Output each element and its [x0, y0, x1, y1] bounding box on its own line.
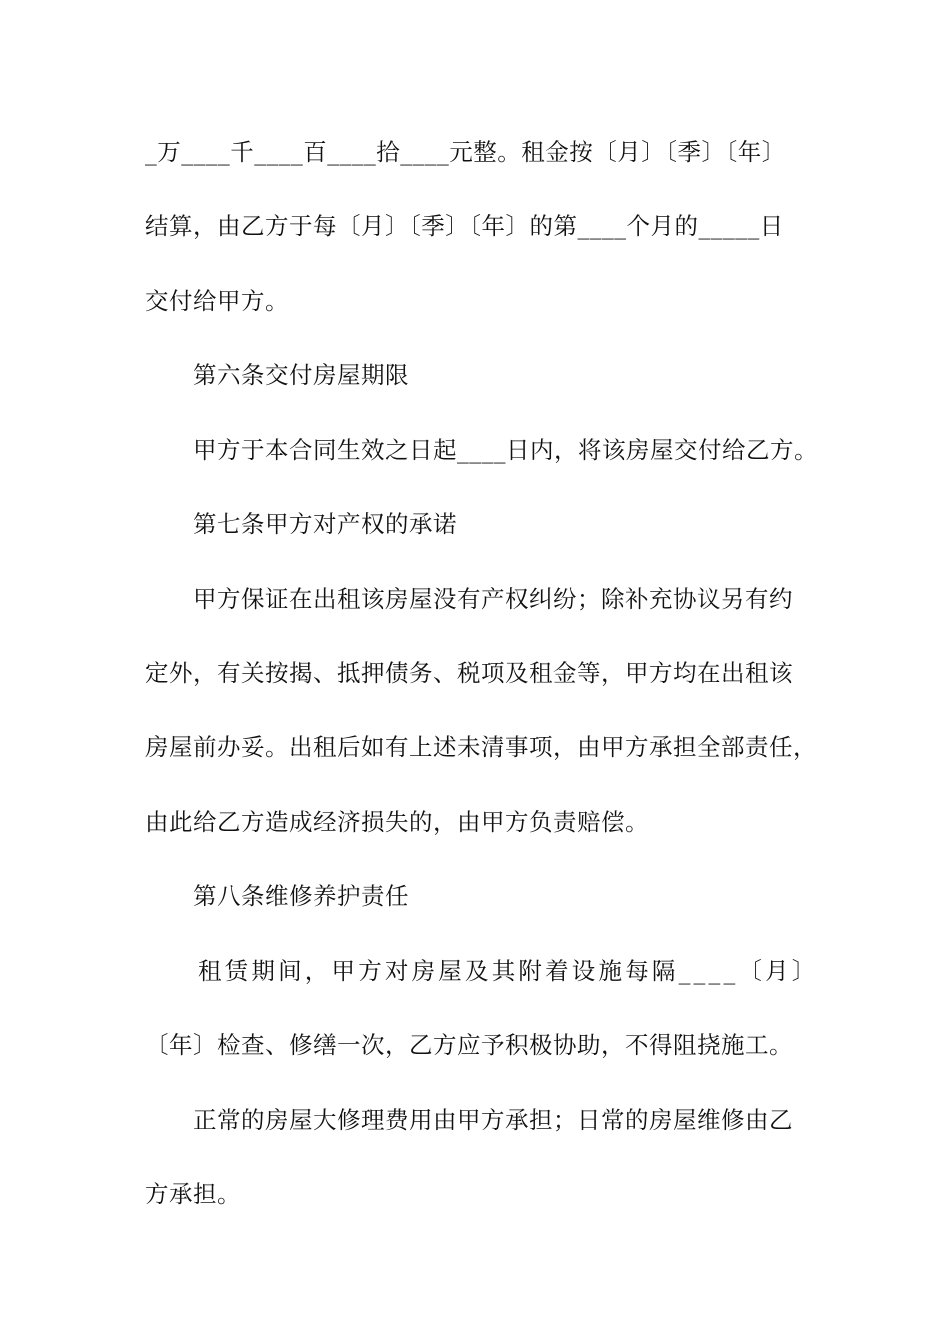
section-heading: 第六条交付房屋期限: [193, 361, 409, 389]
paragraph-line: _万____千____百____拾____元整。租金按〔月〕〔季〕〔年〕: [145, 138, 786, 166]
paragraph-line: 房屋前办妥。出租后如有上述未清事项，由甲方承担全部责任，: [145, 733, 817, 761]
paragraph-line: 定外，有关按揭、抵押债务、税项及租金等，甲方均在出租该: [145, 659, 793, 687]
paragraph-line: 由此给乙方造成经济损失的，由甲方负责赔偿。: [145, 808, 649, 836]
paragraph-line: 结算，由乙方于每〔月〕〔季〕〔年〕的第____个月的_____日: [145, 212, 784, 240]
section-heading: 第八条维修养护责任: [193, 882, 409, 910]
paragraph-line: 方承担。: [145, 1180, 241, 1208]
paragraph-line: 正常的房屋大修理费用由甲方承担；日常的房屋维修由乙: [193, 1106, 793, 1134]
section-heading: 第七条甲方对产权的承诺: [193, 510, 457, 538]
paragraph-line: 甲方保证在出租该房屋没有产权纠纷；除补充协议另有约: [193, 585, 793, 613]
paragraph-line: 甲方于本合同生效之日起____日内，将该房屋交付给乙方。: [193, 436, 818, 464]
paragraph-line: 〔年〕检查、修缮一次，乙方应予积极协助，不得阻挠施工。: [145, 1031, 793, 1059]
paragraph-line: 租赁期间，甲方对房屋及其附着设施每隔____〔月〕: [198, 957, 819, 985]
paragraph-line: 交付给甲方。: [145, 287, 289, 315]
